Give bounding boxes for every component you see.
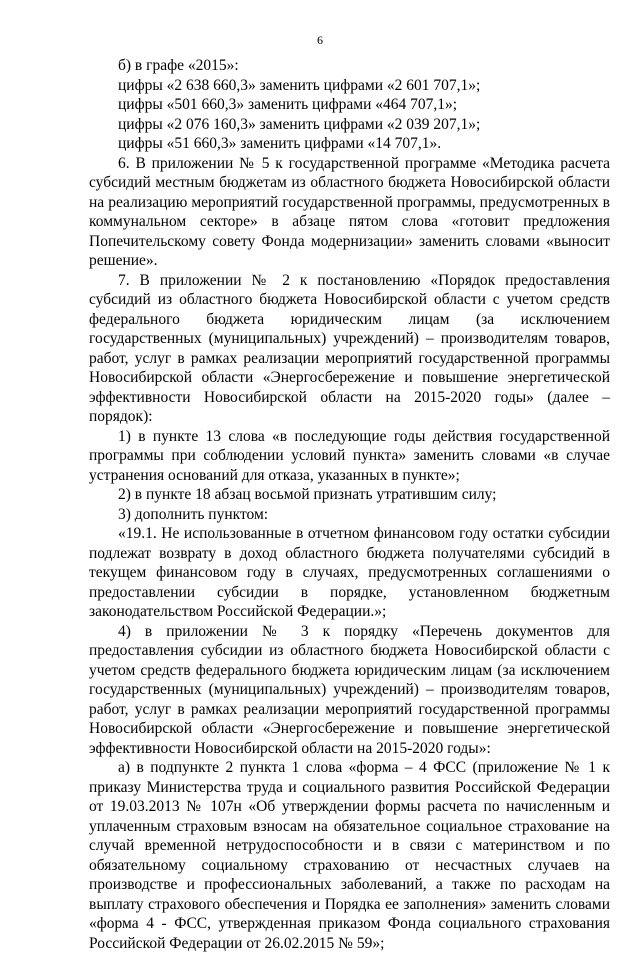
paragraph-clause-19-1: «19.1. Не использованные в отчетном финансовом году остатки субсидии подлежат возврату в доход областного бюджета получателями субсидий в текущем финансовом году в случаях, предусмотренных соглашениями о предоставлении субсидии в порядке, установленном бюджетным законодательством Российской Федерации.»; bbox=[89, 525, 610, 620]
document-body bbox=[89, 56, 610, 953]
paragraph-item-7: 7. В приложении № 2 к постановлению «Порядок предоставления субсидий из областного бюджета Новосибирской области с учетом средств федерального бюджета юридическим лицам (за исключением государственных (муниципальных) учреждений) – производителям товаров, работ, услуг в рамках реализации мероприятий государственной программы Новосибирской области «Энергосбережение и повышение энергетической эффективности Новосибирской области на 2015-2020 годы» (далее – порядок): bbox=[89, 271, 610, 425]
paragraph-subitem-1: 1) в пункте 13 слова «в последующие годы действия государственной программы при соблюдении условий пункта» заменить словами «в случае устранения оснований для отказа, указанных в пункте»; bbox=[89, 427, 610, 484]
paragraph-subitem-a: а) в подпункте 2 пункта 1 слова «форма – 4 ФСС (приложение № 1 к приказу Министерства труда и социального развития Российской Федерации от 19.03.2013 № 107н «Об утверждении формы расчета по начисленным и уплаченным страховым взносам на обязательное социальное страхование на случай временной нетрудоспособности и в связи с материнством и по обязательному социальному страхованию от несчастных случаев на производстве и профессиональных заболеваний, а также по расходам на выплату страхового обеспечения и Порядка ее заполнения» заменить словами «форма 4 - ФСС, утвержденная приказом Фонда социального страхования Российской Федерации от 26.02.2015 № 59»; bbox=[89, 759, 610, 952]
paragraph-replace-2: цифры «501 660,3» заменить цифрами «464 707,1»; bbox=[118, 96, 458, 113]
paragraph-item-6: 6. В приложении № 5 к государственной программе «Методика расчета субсидий местным бюджетам из областного бюджета Новосибирской области на реализацию мероприятий государственной программы, предусмотренных в коммунальном секторе» в абзаце пятом слова «готовит предложения Попечительскому совету Фонда модернизации» заменить словами «выносит решение». bbox=[89, 154, 610, 269]
paragraph-subitem-2: 2) в пункте 18 абзац восьмой признать утратившим силу; bbox=[118, 486, 497, 503]
paragraph-subitem-3: 3) дополнить пунктом: bbox=[118, 505, 269, 523]
paragraph-replace-1: цифры «2 638 660,3» заменить цифрами «2 601 707,1»; bbox=[118, 76, 481, 94]
page-number: 6 bbox=[317, 33, 323, 47]
paragraph-column-2015: б) в графе «2015»: bbox=[118, 57, 239, 74]
paragraph-replace-3: цифры «2 076 160,3» заменить цифрами «2 039 207,1»; bbox=[118, 115, 481, 133]
paragraph-subitem-4: 4) в приложении № 3 к порядку «Перечень документов для предоставления субсидии из областного бюджета Новосибирской области с учетом средств федерального бюджета юридическим лицам (за исключением государственных (муниципальных) учреждений) – производителям товаров, работ, услуг в рамках реализации мероприятий государственной программы Новосибирской области «Энергосбережение и повышение энергетической эффективности Новосибирской области на 2015-2020 годы»: bbox=[89, 622, 610, 757]
paragraph-replace-4: цифры «51 660,3» заменить цифрами «14 707,1». bbox=[118, 135, 442, 152]
